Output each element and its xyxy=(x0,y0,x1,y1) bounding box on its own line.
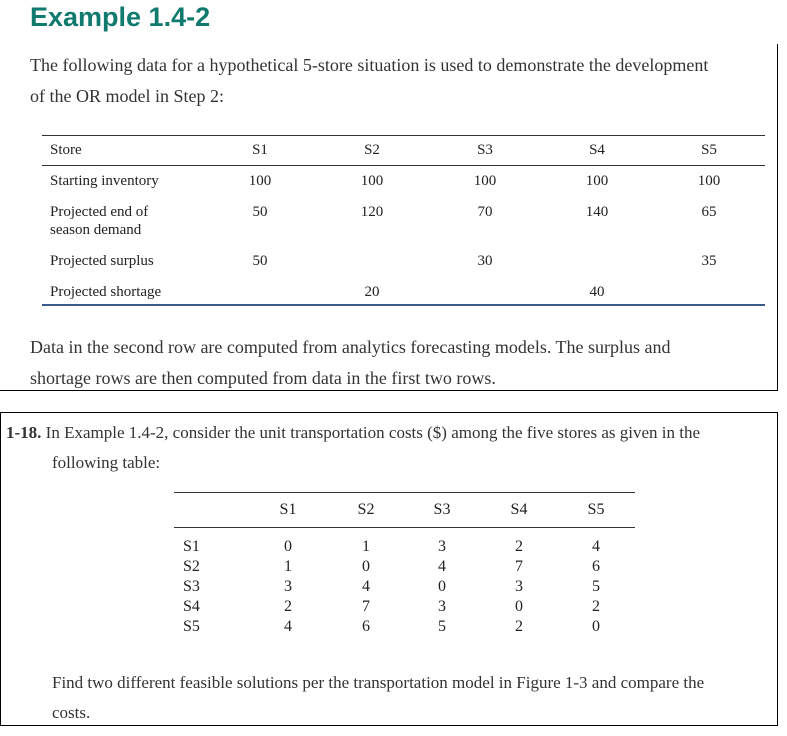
table1-cell: 35 xyxy=(701,253,717,269)
table1-cell: 50 xyxy=(252,204,268,220)
problem-statement xyxy=(6,418,766,478)
table1-row-label: Starting inventory xyxy=(50,173,159,189)
table2-cell: 4 xyxy=(592,538,600,555)
conclusion-line-1: Data in the second row are computed from analytics forecasting models. The surplus and xyxy=(30,337,671,357)
table2-cell: 2 xyxy=(592,598,600,615)
table1-cell: 120 xyxy=(360,204,384,220)
table2-cell: 5 xyxy=(438,618,446,635)
table1-header-s4: S4 xyxy=(589,142,605,158)
table2-cell: 2 xyxy=(515,618,523,635)
table2-cell: 0 xyxy=(362,558,370,575)
table2-cell: 3 xyxy=(515,578,523,595)
table1-header-rule xyxy=(42,165,765,166)
table1-row-label: Projected surplus xyxy=(50,253,154,269)
table1-cell: 100 xyxy=(248,173,272,189)
table2-cell: 3 xyxy=(284,578,292,595)
intro-line-1: The following data for a hypothetical 5-store situation is used to demonstrate the development xyxy=(30,55,709,75)
table2-cell: 3 xyxy=(438,598,446,615)
table1-cell: 100 xyxy=(585,173,609,189)
instruction-line-2: costs. xyxy=(52,703,91,722)
table2-cell: 1 xyxy=(284,558,292,575)
table1-cell: 40 xyxy=(589,284,605,300)
table2-header-rule xyxy=(174,527,635,528)
table1-cell: 100 xyxy=(697,173,721,189)
table2-cell: 2 xyxy=(284,598,292,615)
table1-cell: 20 xyxy=(364,284,380,300)
table1-top-rule xyxy=(42,135,765,136)
table1-cell: 50 xyxy=(252,253,268,269)
table2-header-s2: S2 xyxy=(357,501,375,518)
example-title: Example 1.4-2 xyxy=(30,2,211,32)
instruction-line-1: Find two different feasible solutions per the transportation model in Figure 1-3 and compare the xyxy=(52,673,705,692)
table2-header-s4: S4 xyxy=(510,501,528,518)
table1-cell: 70 xyxy=(477,204,493,220)
conclusion-line-2: shortage rows are then computed from data in the first two rows. xyxy=(30,368,496,388)
table1-header-store: Store xyxy=(50,142,82,158)
table1-row-label: Projected end of xyxy=(50,204,149,220)
table2-cell: 7 xyxy=(515,558,523,575)
table2-cell: 4 xyxy=(362,578,370,595)
intro-line-2: of the OR model in Step 2: xyxy=(30,86,224,106)
table2-cell: 0 xyxy=(515,598,523,615)
table1-header-s2: S2 xyxy=(364,142,380,158)
table2-cell: 0 xyxy=(592,618,600,635)
table2-row-label: S2 xyxy=(183,558,200,575)
table2-top-rule xyxy=(174,492,635,493)
table2-cell: 7 xyxy=(362,598,370,615)
table1-cell: 140 xyxy=(585,204,609,220)
table1-header-s5: S5 xyxy=(701,142,717,158)
table2-header-s1: S1 xyxy=(279,501,297,518)
problem-instruction xyxy=(52,668,772,728)
table2-cell: 6 xyxy=(362,618,370,635)
table2-cell: 2 xyxy=(515,538,523,555)
table1-header-s1: S1 xyxy=(252,142,268,158)
table2-row-label: S3 xyxy=(183,578,200,595)
table2-row-label: S5 xyxy=(183,618,200,635)
table1-cell: 65 xyxy=(701,204,717,220)
table2-cell: 1 xyxy=(362,538,370,555)
table2-row-label: S1 xyxy=(183,538,200,555)
problem-text-line-2: following table: xyxy=(52,453,161,472)
table1-cell: 30 xyxy=(477,253,493,269)
table1-header-s3: S3 xyxy=(477,142,493,158)
problem-number: 1-18. xyxy=(6,423,42,442)
table1-row-label: Projected shortage xyxy=(50,284,162,300)
table2-cell: 4 xyxy=(438,558,446,575)
table2-header-s3: S3 xyxy=(433,501,451,518)
table2-header-s5: S5 xyxy=(587,501,605,518)
table2-cell: 6 xyxy=(592,558,600,575)
table2-row-label: S4 xyxy=(183,598,200,615)
table1-cell: 100 xyxy=(360,173,384,189)
table2-cell: 3 xyxy=(438,538,446,555)
table2-cell: 5 xyxy=(592,578,600,595)
problem-text-line-1: In Example 1.4-2, consider the unit transportation costs ($) among the five stores as given in the xyxy=(45,423,701,442)
table2-cell: 0 xyxy=(438,578,446,595)
table1-bottom-rule xyxy=(42,304,765,306)
table1-row-label-cont: season demand xyxy=(50,222,142,238)
example-intro xyxy=(30,50,770,112)
table2-cell: 0 xyxy=(284,538,292,555)
example-conclusion xyxy=(30,332,770,394)
table2-cell: 4 xyxy=(284,618,292,635)
table1-cell: 100 xyxy=(473,173,497,189)
